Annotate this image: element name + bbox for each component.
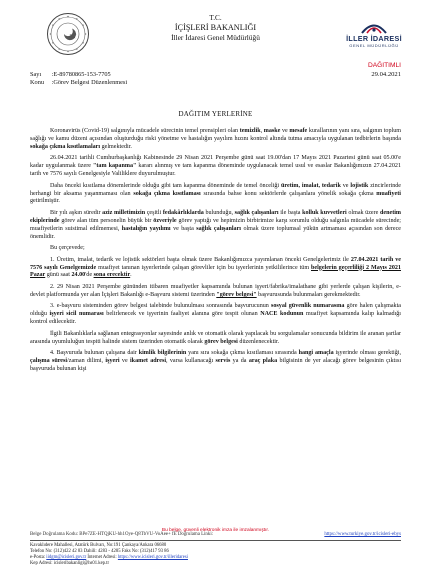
footer-kep-label: Kep Adresi: xyxy=(30,561,53,566)
iller-idaresi-logo xyxy=(343,20,405,60)
footer-email-link[interactable]: iidgm@icisleri.gov.tr xyxy=(46,555,87,560)
footer-email-label: e-Posta: xyxy=(30,555,46,560)
verification-code: Belge Doğrulama Kodu: BPe7ZE-HTQjKU-hh1Oye-Q8TbVU-VoAee+ fE Doğrulama Linki: xyxy=(30,532,214,537)
footer-phone: Telefon No: (312)422 42 83 Dahili: 4283 - 4285 Faks No: (312)417 93 86 xyxy=(30,549,169,554)
footer xyxy=(30,543,401,567)
footer-address: Kavaklıdere Mahallesi, Atatürk Bulvarı, No:191 Çankaya/Ankara 06680 xyxy=(30,543,167,548)
footer-divider xyxy=(30,540,401,541)
sayi-value: :E-89780865-153-7705 xyxy=(51,71,111,78)
footer-kep-row xyxy=(30,561,401,567)
paragraph-3: Daha önceki kısıtlama dönemlerinde olduğu gibi tam kapanma döneminde de temel önceliği üretim, imalat, tedarik ve lojistik zincirlerinde herhangi bir aksama yaşanmaması olan sokağa çıkma kısıtlaması sırasında bahse konu sektörlerde çalışanlara yönelik sokağa çıkma muafiyeti getirilmiştir. xyxy=(30,182,401,205)
footer-web-label: İnternet Adresi: xyxy=(87,555,117,560)
footer-web-link[interactable]: https://www.icisleri.gov.tr/illeridaresi xyxy=(117,555,188,560)
sayi-row xyxy=(30,71,127,79)
paragraph-5: Bu çerçevede; xyxy=(50,245,85,252)
logo-line1: İLLER İDARESİ xyxy=(346,34,402,43)
konu-label: Konu xyxy=(30,79,44,87)
document-date: 29.04.2021 xyxy=(371,71,401,78)
iller-idaresi-mark-icon xyxy=(360,20,388,34)
paragraph-7: 2. 29 Nisan 2021 Perşembe gününden itibaren muafiyetler kapsamında bulunan işyeri/fabrika/imalathane gibi yerlerde çalışan kişilerin, e-devlet platformunda yer alan İçişleri Bakanlığı e-Başvuru sistemi üzerinden "görev belgesi" başvurusunda bulunmaları gerekmektedir. xyxy=(30,283,401,298)
verification-line xyxy=(30,532,401,538)
document-body xyxy=(30,128,401,377)
paragraph-8: 3. e-başvuru sisteminden görev belgesi talebinde bulunulması sonrasında başvurucunun sosyal güvenlik numarasına göre halen çalışmakta olduğu işyeri sicil numarası belirlenecek ve işyerinin faaliyet alanına göre tespit olunan NACE kodunun muafiyet kapsamında kalıp kalmadığı kontrol edilecektir. xyxy=(30,303,401,326)
paragraph-9: İlgili Bakanlıklarla sağlanan entegrasyonlar sayesinde anlık ve otomatik olarak yapılacak bu sorgulamalar sonucunda bildirim ile aranan şartlar arasında uyumluluğun tespiti halinde sistem üzerinden otomatik olarak görev belgesi düzenlenecektir. xyxy=(30,330,401,345)
directorate-name: İller İdaresi Genel Müdürlüğü xyxy=(171,33,260,42)
document-meta xyxy=(30,71,127,87)
konu-row xyxy=(30,79,127,87)
paragraph-6: 1. Üretim, imalat, tedarik ve lojistik sektörleri başta olmak üzere Bakanlığımızca yayımlanan önceki Genelgelerimiz ile 27.04.2021 tarih ve 7576 sayılı Genelgemizde muafiyet tanınan işyerlerinde çalışan görevliler için bu işyerlerinin yetkililerince tüm belgelerin geçerliliği 2 Mayıs 2021 Pazar günü saat 24.00'de sona erecektir. xyxy=(30,256,401,279)
sayi-label: Sayı xyxy=(30,71,42,78)
verification-link[interactable]: https://www.turkiye.gov.tr/icisleri-ebys xyxy=(324,532,401,537)
e-signature-notice: Bu belge, güvenli elektronik imza ile imzalanmıştır. xyxy=(161,528,270,533)
logo-line2: GENEL MÜDÜRLÜĞÜ xyxy=(349,43,399,48)
paragraph-4: Bir yılı aşkın süredir aziz milletimizin çeşitli fedakârlıklarda bulunduğu, sağlık çalışanları ile başta kolluk kuvvetleri olmak üzere denetim ekiplerinde görev alan tüm personelin büyük bir özveriyle görev yaptığı ve hepimizin birbirimize karşı sorumlu olduğu salgınla mücadele sürecinde; muafiyetlerin suistimal edilmemesi, hastalığın yayılımı ve başta sağlık çalışanları olmak üzere toplumsal yükün artmaması açısından son derece önemlidir. xyxy=(30,209,402,240)
document-title: DAĞITIM YERLERİNE xyxy=(178,110,253,118)
ministry-name: İÇİŞLERİ BAKANLIĞI xyxy=(174,23,257,32)
footer-kep-value: icisleribakanligi@hs01.kep.tr xyxy=(53,561,110,566)
konu-value: :Görev Belgesi Düzenlenmesi xyxy=(51,79,128,87)
paragraph-10: 4. Başvuruda bulunan çalışana dair kimlik bilgilerinin yanı sıra sokağa çıkma kısıtlaması sırasında hangi amaçla işyerinde olması gerektiği, çalışma süresi/zaman dilimi, işyeri ve ikamet adresi, varsa kullanacağı servis ya da araç plaka bilgisinin de yer alacağı görev belgesinin çıktısı başvuruda bulunan kişi xyxy=(30,350,402,372)
classification-label: DAĞITIMLI xyxy=(368,62,401,69)
paragraph-2: 26.04.2021 tarihli Cumhurbaşkanlığı Kabinesinde 29 Nisan 2021 Perşembe günü saat 19.00'dan 17 Mayıs 2021 Pazartesi günü saat 05.00'e kadar uygulanmak üzere "tam kapanma" kararı alınmış ve tam kapanma döneminde uygulanacak temel usul ve esaslar Bakanlığımızın 27.04.2021 tarih ve 7576 sayılı Genelgesiyle Valiliklere duyurulmuştur. xyxy=(30,155,401,178)
tc-label: T.C. xyxy=(209,14,222,22)
paragraph-1: Koronavirüs (Covid-19) salgınıyla mücadele sürecinin temel prensipleri olan temizlik, maske ve mesafe kurallarının yanı sıra, salgının toplum sağlığı ve kamu düzeni açısından oluşturduğu riski yönetme ve hastalığın yayılım hızını kontrol altında tutma amacıyla uygulanan tedbirlerin başında sokağa çıkma kısıtlamaları gelmektedir. xyxy=(30,128,401,150)
